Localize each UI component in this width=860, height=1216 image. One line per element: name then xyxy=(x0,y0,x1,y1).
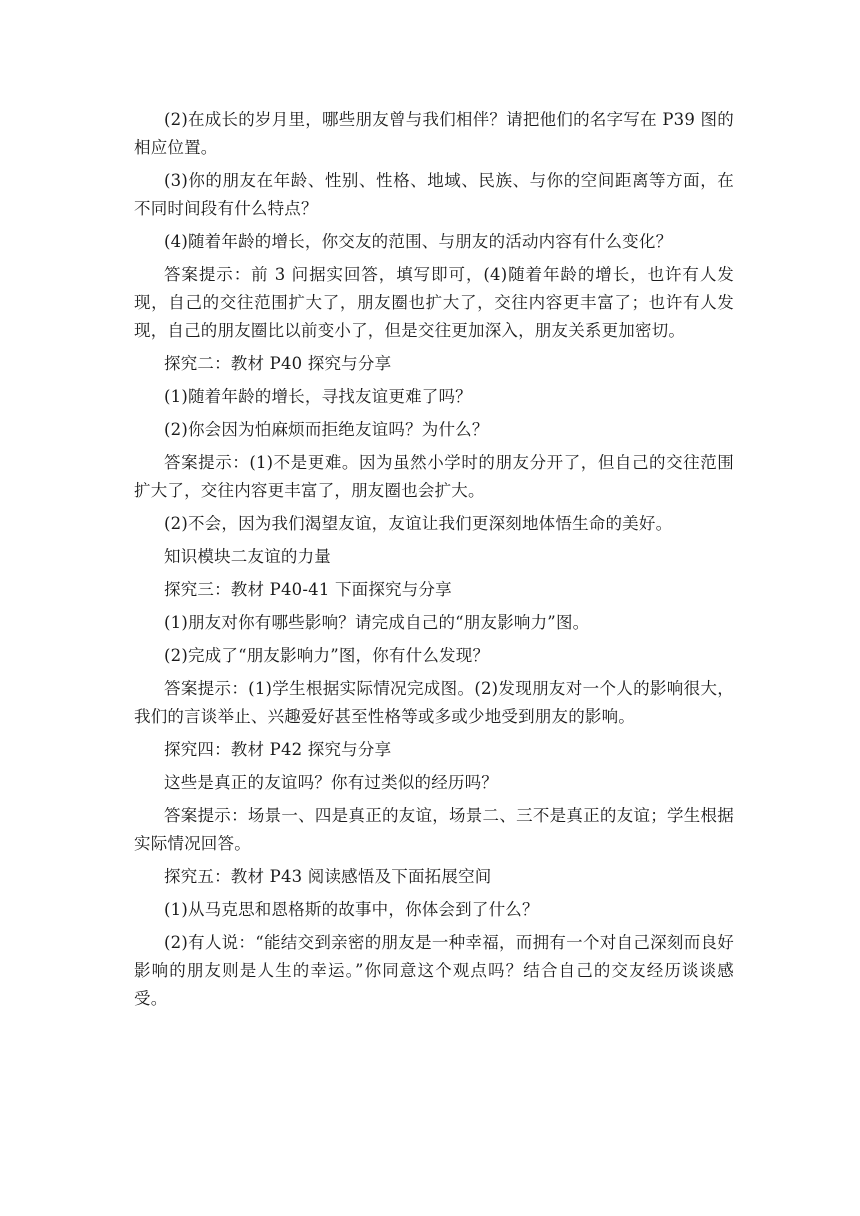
paragraph: 答案提示：前 3 问据实回答，填写即可，(4)随着年龄的增长，也许有人发现，自己的交往范围扩大了，朋友圈也扩大了，交往内容更丰富了；也许有人发现，自己的朋友圈比以前变小了，但是交往更加深入，朋友关系更加密切。 xyxy=(134,265,734,340)
paragraph: (4)随着年龄的增长，你交友的范围、与朋友的活动内容有什么变化？ xyxy=(164,232,673,251)
paragraph: (2)在成长的岁月里，哪些朋友曾与我们相伴？请把他们的名字写在 P39 图的相应位置。 xyxy=(134,110,734,157)
section-heading: 探究四：教材 P42 探究与分享 xyxy=(164,740,392,759)
paragraph: 答案提示：场景一、四是真正的友谊，场景二、三不是真正的友谊；学生根据实际情况回答。 xyxy=(134,806,734,853)
paragraph: (2)不会，因为我们渴望友谊，友谊让我们更深刻地体悟生命的美好。 xyxy=(164,514,673,533)
section-heading: 探究五：教材 P43 阅读感悟及下面拓展空间 xyxy=(164,867,492,886)
paragraph: (2)有人说：“能结交到亲密的朋友是一种幸福，而拥有一个对自己深刻而良好影响的朋友则是人生的幸运。”你同意这个观点吗？结合自己的交友经历谈谈感受。 xyxy=(134,933,734,1008)
section-heading: 探究二：教材 P40 探究与分享 xyxy=(164,354,392,373)
paragraph: 答案提示：(1)学生根据实际情况完成图。(2)发现朋友对一个人的影响很大，我们的言谈举止、兴趣爱好甚至性格等或多或少地受到朋友的影响。 xyxy=(134,679,734,726)
paragraph: (1)随着年龄的增长，寻找友谊更难了吗？ xyxy=(164,387,472,406)
paragraph: (2)完成了“朋友影响力”图，你有什么发现？ xyxy=(164,646,490,665)
module-heading: 知识模块二友谊的力量 xyxy=(164,547,331,566)
paragraph: (1)从马克思和恩格斯的故事中，你体会到了什么？ xyxy=(164,900,539,919)
section-heading: 探究三：教材 P40-41 下面探究与分享 xyxy=(164,580,452,599)
paragraph: (1)朋友对你有哪些影响？请完成自己的“朋友影响力”图。 xyxy=(164,613,590,632)
paragraph: 答案提示：(1)不是更难。因为虽然小学时的朋友分开了，但自己的交往范围扩大了，交往内容更丰富了，朋友圈也会扩大。 xyxy=(134,453,734,500)
paragraph: 这些是真正的友谊吗？你有过类似的经历吗？ xyxy=(164,773,498,792)
paragraph: (3)你的朋友在年龄、性别、性格、地域、民族、与你的空间距离等方面，在不同时间段有什么特点？ xyxy=(134,171,734,218)
document-page xyxy=(134,106,734,1018)
paragraph: (2)你会因为怕麻烦而拒绝友谊吗？为什么？ xyxy=(164,420,489,439)
